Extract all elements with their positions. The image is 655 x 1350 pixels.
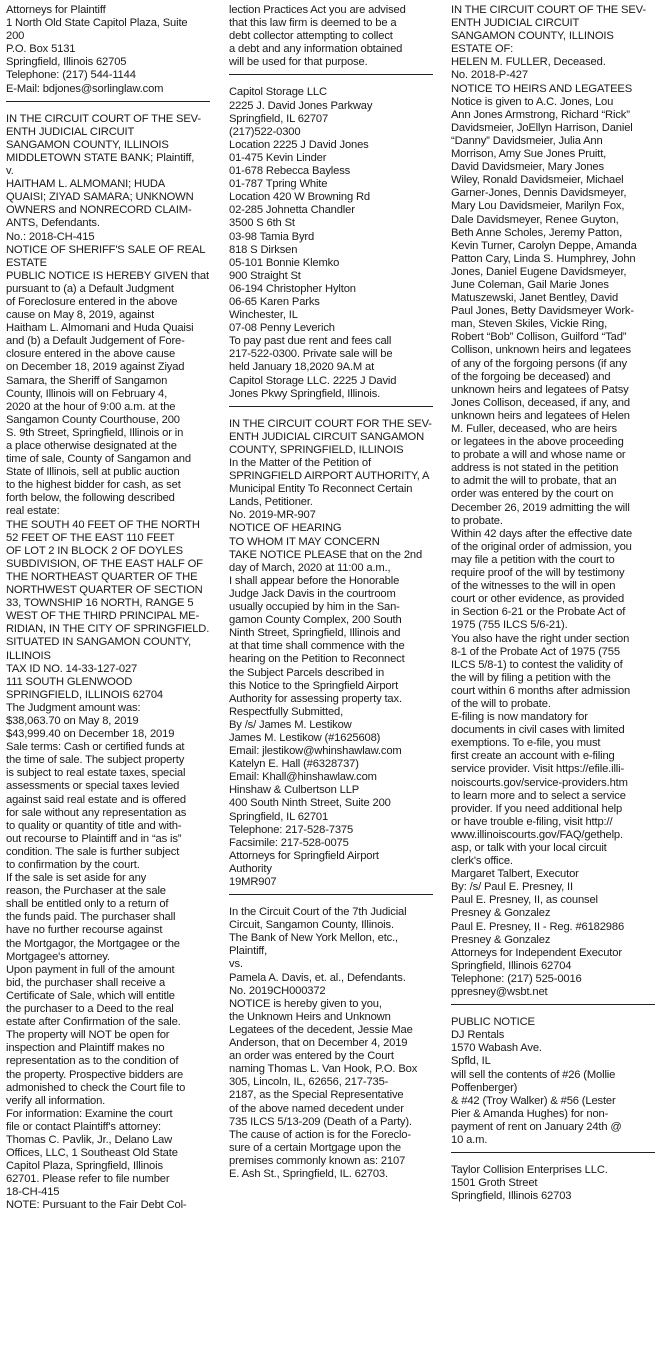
- notice-text-line: NOTICE OF SHERIFF'S SALE OF REAL: [6, 243, 206, 256]
- notice-text-line: Hinshaw & Culbertson LLP: [229, 784, 360, 797]
- notice-text-line: Beth Anne Scholes, Jeremy Patton,: [451, 226, 623, 239]
- notice-text-line: Haitham L. Almomani and Huda Quaisi: [6, 322, 194, 335]
- notice-text-line: Jones Pkwy Springfield, Illinois.: [229, 387, 381, 400]
- notice-text-line: ENTH JUDICIAL CIRCUIT: [451, 17, 580, 30]
- notice-text-line: Sale terms: Cash or certified funds at: [6, 741, 185, 754]
- notice-text-line: premises commonly known as: 2107: [229, 1154, 406, 1167]
- legal-notice-1-2: [6, 113, 210, 1213]
- notice-text-line: debt collector attempting to collect: [229, 30, 393, 43]
- notice-text-line: day of March, 2020 at 11:00 a.m.,: [229, 561, 391, 574]
- notice-text-line: 8-1 of the Probate Act of 1975 (755: [451, 645, 620, 658]
- notice-text-line: to the highest bidder for cash, as set: [6, 479, 181, 492]
- notice-text-line: Attorneys for Plaintiff: [6, 4, 106, 16]
- notice-text-line: in Section 6-21 or the Probate Act of: [451, 606, 626, 619]
- notice-text-line: man, Steven Skiles, Vickie Ring,: [451, 318, 608, 331]
- notice-text-line: bid, the purchaser shall receive a: [6, 976, 166, 989]
- notice-text-line: to probate.: [451, 514, 503, 527]
- notice-text-line: the funds paid. The purchaser shall: [6, 911, 176, 924]
- notice-text-line: Samara, the Sheriff of Sangamon: [6, 374, 168, 387]
- notice-text-line: Springfield, IL 62701: [229, 810, 329, 823]
- notice-text-line: The property will NOT be open for: [6, 1029, 170, 1042]
- notice-text-line: Respectfully Submitted,: [229, 705, 344, 718]
- notice-text-line: David Davidsmeier, Mary Jones: [451, 161, 604, 174]
- notice-text-line: 2020 at the hour of 9:00 a.m. at the: [6, 400, 176, 413]
- notice-text-line: TAX ID NO. 14-33-127-027: [6, 662, 138, 675]
- notice-text-line: to quality or quantity of title and with-: [6, 819, 182, 832]
- notice-text-line: held January 18,2020 9A.M at: [229, 361, 375, 374]
- notice-text-line: 18-CH-415: [6, 1186, 60, 1199]
- notice-text-line: Morrison, Amy Sue Jones Pruitt,: [451, 148, 607, 161]
- notice-text-line: ESTATE: [6, 256, 47, 269]
- notice-text-line: Collison, unknown heirs and legatees: [451, 344, 631, 357]
- notice-text-line: M. Fuller, deceased, who are heirs: [451, 423, 617, 435]
- notice-text-line: Lands, Petitioner.: [229, 496, 313, 509]
- notice-text-line: County, Illinois will on February 4,: [6, 387, 168, 400]
- notice-text-line: naming Thomas L. Van Hook, P.O. Box: [229, 1063, 418, 1076]
- notice-text-line: have no further recourse against: [6, 924, 163, 937]
- notice-text-line: QUAISI; ZIYAD SAMARA; UNKNOWN: [6, 191, 194, 204]
- notice-text-line: the purchaser to a Deed to the real: [6, 1003, 174, 1016]
- notice-text-line: Mary Lou Davidsmeier, Marilyn Fox,: [451, 200, 625, 213]
- notice-text-line: the Subject Parcels described in: [229, 666, 385, 679]
- notice-text-line: 900 Straight St: [229, 269, 301, 282]
- notice-text-line: The Judgment amount was:: [6, 701, 141, 714]
- notice-text-line: Thomas C. Pavlik, Jr., Delano Law: [6, 1133, 173, 1146]
- notice-text-line: court within 6 months after admission: [451, 684, 631, 697]
- notice-text-line: order was entered by the court on: [451, 488, 614, 501]
- notice-text-line: Certificate of Sale, which will entitle: [6, 989, 175, 1002]
- notice-text-line: Winchester, IL: [229, 309, 298, 322]
- notice-divider: [229, 406, 433, 407]
- notice-text-line: No. 2018-P-427: [451, 69, 528, 82]
- notice-text-line: SANGAMON COUNTY, ILLINOIS: [451, 30, 614, 43]
- notice-text-line: of the above named decedent under: [229, 1102, 404, 1115]
- notice-text-line: vs.: [229, 958, 243, 971]
- notice-text-line: 01-678 Rebecca Bayless: [229, 165, 351, 178]
- notice-text-line: E-filing is now mandatory for: [451, 711, 588, 724]
- legal-notice-2-3: [229, 418, 433, 889]
- notice-text-line: 1 North Old State Capitol Plaza, Suite: [6, 17, 188, 30]
- notice-text-line: condition. The sale is further subject: [6, 845, 180, 858]
- notice-text-line: 03-98 Tamia Byrd: [229, 230, 315, 243]
- notice-text-line: court or other evidence, as provided: [451, 593, 625, 606]
- notice-text-line: The Bank of New York Mellon, etc.,: [229, 932, 399, 945]
- notice-text-line: or have trouble e-filing, visit http://: [451, 815, 613, 828]
- notice-text-line: Matuszewski, Janet Bentley, David: [451, 292, 619, 305]
- notice-text-line: HAITHAM L. ALMOMANI; HUDA: [6, 178, 166, 191]
- notice-text-line: Email: Khall@hinshawlaw.com: [229, 771, 377, 784]
- notice-text-line: RIDIAN, IN THE CITY OF SPRINGFIELD.: [6, 623, 210, 636]
- notice-text-line: Springfield, Illinois 62705: [6, 56, 127, 69]
- notice-text-line: 06-65 Karen Parks: [229, 295, 320, 308]
- notice-text-line: 62701. Please refer to file number: [6, 1173, 170, 1186]
- notice-text-line: 10 a.m.: [451, 1133, 488, 1146]
- notice-text-line: 01-475 Kevin Linder: [229, 151, 327, 164]
- notice-divider: [451, 1004, 655, 1005]
- notice-text-line: Upon payment in full of the amount: [6, 963, 175, 976]
- notice-text-line: Jones Collison, deceased, if any, and: [451, 396, 630, 409]
- notice-text-line: of the witnesses to the will in open: [451, 580, 616, 593]
- notice-text-line: 217-522-0300. Private sale will be: [229, 348, 393, 361]
- notice-text-line: 05-101 Bonnie Klemko: [229, 256, 340, 269]
- notice-text-line: Spfld, IL: [451, 1055, 491, 1068]
- notice-text-line: is subject to real estate taxes, special: [6, 767, 186, 780]
- notice-text-line: documents in civil cases with limited: [451, 724, 625, 737]
- column-3: [451, 4, 655, 1203]
- notice-text-line: 02-285 Johnetta Chandler: [229, 204, 355, 217]
- notice-text-line: IN THE CIRCUIT COURT OF THE SEV-: [6, 112, 201, 125]
- notice-text-line: unknown heirs and legatees of Helen: [451, 409, 630, 422]
- notice-text-line: Patton Cary, Linda S. Humphrey, John: [451, 252, 636, 265]
- notice-text-line: 2225 J. David Jones Parkway: [229, 99, 373, 112]
- notice-text-line: 1975 (755 ILCS 5/6-21).: [451, 619, 568, 632]
- notice-text-line: 735 ILCS 5/13-209 (Death of a Party).: [229, 1115, 412, 1128]
- notice-text-line: noiscourts.gov/service-providers.htm: [451, 776, 628, 789]
- notice-text-line: 305, Lincoln, IL, 62656, 217-735-: [229, 1076, 389, 1089]
- notice-text-line: to probate a will and whose name or: [451, 449, 626, 462]
- legal-notice-2-1: [229, 4, 433, 69]
- notice-text-line: Presney & Gonzalez: [451, 933, 551, 946]
- notice-text-line: OWNERS and NONRECORD CLAIM-: [6, 204, 192, 217]
- notice-text-line: State of Illinois, sell at public auction: [6, 466, 180, 479]
- notice-text-line: December 26, 2019 admitting the will: [451, 501, 630, 514]
- notice-text-line: lection Practices Act you are advised: [229, 4, 406, 16]
- notice-text-line: DJ Rentals: [451, 1029, 505, 1042]
- notice-text-line: ILLINOIS: [6, 649, 51, 662]
- notice-text-line: of any of the forgoing persons (if any: [451, 357, 627, 370]
- notice-text-line: By: /s/ Paul E. Presney, II: [451, 881, 573, 894]
- notice-text-line: Authority: [229, 862, 272, 875]
- notice-text-line: 33, TOWNSHIP 16 NORTH, RANGE 5: [6, 597, 194, 610]
- notice-text-line: payment of rent on January 24th @: [451, 1120, 622, 1133]
- notice-text-line: Pamela A. Davis, et. al., Defendants.: [229, 971, 406, 984]
- notice-text-line: forth below, the following described: [6, 492, 175, 505]
- notice-text-line: to learn more and to select a service: [451, 789, 626, 802]
- notice-text-line: the property. Prospective bidders are: [6, 1068, 184, 1081]
- notice-text-line: HELEN M. FULLER, Deceased.: [451, 56, 606, 69]
- notice-text-line: Kevin Turner, Carolyn Deppe, Amanda: [451, 239, 637, 252]
- legal-notice-2-4: [229, 906, 433, 1181]
- notice-text-line: estate after Confirmation of the sale.: [6, 1016, 181, 1029]
- notice-text-line: gamon County Complex, 200 South: [229, 614, 402, 627]
- notice-text-line: Location 2225 J David Jones: [229, 138, 369, 151]
- notice-divider: [229, 74, 433, 75]
- notice-text-line: OF LOT 2 IN BLOCK 2 OF DOYLES: [6, 544, 183, 557]
- notice-text-line: Sangamon County Courthouse, 200: [6, 413, 180, 426]
- notice-text-line: ANTS, Defendants.: [6, 217, 100, 230]
- notice-text-line: Jones, Daniel Eugene Davidsmeyer,: [451, 265, 627, 278]
- notice-text-line: 2187, as the Special Representative: [229, 1089, 404, 1102]
- notice-text-line: Notice is given to A.C. Jones, Lou: [451, 95, 614, 108]
- notice-text-line: to admit the will to probate, that an: [451, 475, 617, 488]
- notice-text-line: for sale without any representation as: [6, 806, 187, 819]
- notice-text-line: “Danny” Davidsmeier, Julia Ann: [451, 134, 603, 147]
- notice-text-line: Paul Jones, Betty Davidsmeyer Work-: [451, 305, 634, 318]
- legal-notice-1-1: [6, 4, 210, 96]
- notice-text-line: against said real estate and is offered: [6, 793, 186, 806]
- notice-text-line: 06-194 Christopher Hylton: [229, 282, 356, 295]
- notice-text-line: or legatees in the above proceeding: [451, 436, 624, 449]
- notice-text-line: require proof of the will by testimony: [451, 567, 625, 580]
- notice-text-line: representation as to the condition of: [6, 1055, 179, 1068]
- notice-text-line: & #42 (Troy Walker) & #56 (Lester: [451, 1094, 616, 1107]
- notice-text-line: Authority for assessing property tax.: [229, 692, 402, 705]
- notice-text-line: may file a petition with the court to: [451, 553, 615, 566]
- notice-text-line: The cause of action is for the Foreclo-: [229, 1128, 411, 1141]
- notice-text-line: S. 9th Street, Springfield, Illinois or in: [6, 426, 184, 439]
- notice-text-line: real estate:: [6, 505, 60, 518]
- notice-text-line: Presney & Gonzalez: [451, 907, 551, 920]
- notice-text-line: cause on May 8, 2019, against: [6, 309, 155, 322]
- notice-text-line: ESTATE OF:: [451, 43, 514, 56]
- notice-divider: [451, 1152, 655, 1153]
- notice-text-line: v.: [6, 165, 14, 178]
- notice-text-line: Municipal Entity To Reconnect Certain: [229, 483, 413, 496]
- notice-text-line: Anderson, that on December 4, 2019: [229, 1037, 408, 1050]
- notice-text-line: Springfield, Illinois 62703: [451, 1190, 572, 1203]
- notice-divider: [229, 894, 433, 895]
- notice-text-line: shall be entitled only to a return of: [6, 898, 169, 911]
- notice-text-line: pursuant to (a) a Default Judgment: [6, 282, 174, 295]
- notice-text-line: Facsimile: 217-528-0075: [229, 836, 349, 849]
- notice-text-line: If the sale is set aside for any: [6, 872, 147, 885]
- notice-text-line: Ann Jones Armstrong, Richard “Rick”: [451, 108, 630, 121]
- notice-text-line: THE SOUTH 40 FEET OF THE NORTH: [6, 518, 200, 531]
- notice-text-line: To pay past due rent and fees call: [229, 335, 392, 348]
- notice-text-line: an order was entered by the Court: [229, 1050, 394, 1063]
- notice-text-line: inspection and Plaintiff makes no: [6, 1042, 165, 1055]
- notice-text-line: P.O. Box 5131: [6, 43, 76, 56]
- notice-text-line: Telephone: 217-528-7375: [229, 823, 354, 836]
- notice-text-line: of the original order of admission, you: [451, 540, 632, 553]
- notice-text-line: Margaret Talbert, Executor: [451, 868, 579, 881]
- column-1: [6, 4, 210, 1213]
- notice-text-line: SANGAMON COUNTY, ILLINOIS: [6, 138, 169, 151]
- notice-text-line: NOTICE is hereby given to you,: [229, 997, 382, 1010]
- notice-text-line: exemptions. To e-file, you must: [451, 737, 601, 750]
- notice-text-line: 400 South Ninth Street, Suite 200: [229, 797, 391, 810]
- notice-text-line: this Notice to the Springfield Airport: [229, 679, 399, 692]
- notice-text-line: Taylor Collision Enterprises LLC.: [451, 1164, 608, 1177]
- notice-text-line: time of sale, County of Sangamon and: [6, 453, 191, 466]
- notice-text-line: PUBLIC NOTICE: [451, 1016, 535, 1029]
- notice-text-line: Paul E. Presney, II - Reg. #6182986: [451, 920, 625, 933]
- notice-text-line: SITUATED IN SANGAMON COUNTY,: [6, 636, 191, 649]
- notice-text-line: Garner-Jones, Dennis Davidsmeyer,: [451, 187, 627, 200]
- notice-text-line: Attorneys for Independent Executor: [451, 946, 622, 959]
- notice-text-line: Attorneys for Springfield Airport: [229, 849, 379, 862]
- notice-text-line: Ninth Street, Springfield, Illinois and: [229, 627, 401, 640]
- notice-text-line: In the Circuit Court of the 7th Judicial: [229, 906, 407, 919]
- notice-text-line: No.: 2018-CH-415: [6, 230, 95, 243]
- notice-text-line: Dale Davidsmeyer, Renee Guyton,: [451, 213, 619, 226]
- notice-text-line: 1570 Wabash Ave.: [451, 1042, 542, 1055]
- notice-text-line: the Unknown Heirs and Unknown: [229, 1010, 391, 1023]
- notice-text-line: Telephone: (217) 544-1144: [6, 69, 136, 82]
- notice-text-line: PUBLIC NOTICE IS HEREBY GIVEN that: [6, 269, 209, 282]
- notice-text-line: Capitol Storage LLC. 2225 J David: [229, 374, 397, 387]
- notice-text-line: (217)522-0300: [229, 125, 301, 138]
- notice-text-line: 111 SOUTH GLENWOOD: [6, 675, 133, 688]
- notice-text-line: address is not stated in the petition: [451, 462, 619, 475]
- notice-text-line: $38,063.70 on May 8, 2019: [6, 714, 139, 727]
- notice-text-line: on December 18, 2019 against Ziyad: [6, 361, 185, 374]
- notice-text-line: No. 2019-MR-907: [229, 509, 316, 522]
- notice-text-line: Capitol Plaza, Springfield, Illinois: [6, 1160, 163, 1173]
- notice-text-line: Poffenberger): [451, 1081, 518, 1094]
- notice-text-line: asp, or talk with your local circuit: [451, 842, 607, 854]
- notice-text-line: unknown heirs and legatees of Patsy: [451, 383, 629, 396]
- notice-text-line: E-Mail: bdjones@sorlinglaw.com: [6, 82, 164, 95]
- notice-text-line: IN THE CIRCUIT COURT FOR THE SEV-: [229, 417, 432, 430]
- notice-text-line: Email: jlestikow@whinshawlaw.com: [229, 745, 402, 758]
- notice-text-line: TAKE NOTICE PLEASE that on the 2nd: [229, 548, 423, 561]
- notice-text-line: Wiley, Ronald Davidsmeier, Michael: [451, 174, 624, 187]
- notice-text-line: closure entered in the above cause: [6, 348, 176, 361]
- notice-text-line: Circuit, Sangamon County, Illinois.: [229, 919, 394, 932]
- notice-text-line: Offices, LLC, 1 Southeast Old State: [6, 1147, 178, 1160]
- notice-text-line: a place otherwise designated at the: [6, 440, 177, 452]
- notice-text-line: Robert “Bob” Collison, Guilford “Tad”: [451, 331, 627, 344]
- notice-text-line: In the Matter of the Petition of: [229, 457, 371, 469]
- notice-text-line: reason, the Purchaser at the sale: [6, 885, 166, 898]
- notice-text-line: Judge Jack Davis in the courtroom: [229, 587, 396, 600]
- notice-text-line: IN THE CIRCUIT COURT OF THE SEV-: [451, 4, 646, 16]
- notice-text-line: I shall appear before the Honorable: [229, 574, 400, 587]
- notice-text-line: NOTICE TO HEIRS AND LEGATEES: [451, 82, 633, 95]
- notice-text-line: file or contact Plaintiff's attorney:: [6, 1120, 161, 1133]
- notice-text-line: TO WHOM IT MAY CONCERN: [229, 535, 380, 548]
- notice-text-line: Location 420 W Browning Rd: [229, 191, 370, 204]
- legal-notice-3-2: [451, 1016, 655, 1147]
- notice-text-line: E. Ash St., Springfield, IL. 62703.: [229, 1167, 388, 1180]
- notice-text-line: MIDDLETOWN STATE BANK; Plaintiff,: [6, 151, 195, 164]
- notice-text-line: For information: Examine the court: [6, 1107, 173, 1120]
- notice-text-line: service provider. Visit https://efile.illi-: [451, 763, 625, 776]
- notice-text-line: THE NORTHEAST QUARTER OF THE: [6, 570, 198, 583]
- notice-text-line: ppresney@wsbt.net: [451, 986, 548, 999]
- notice-text-line: 3500 S 6th St: [229, 217, 295, 230]
- notice-text-line: sure of a certain Mortgage upon the: [229, 1141, 401, 1154]
- notice-text-line: Davidsmeier, JoEllyn Harrison, Daniel: [451, 121, 633, 134]
- notice-text-line: Telephone: (217) 525-0016: [451, 972, 582, 985]
- notice-text-line: Springfield, Illinois 62704: [451, 959, 572, 972]
- notice-text-line: Paul E. Presney, II, as counsel: [451, 894, 598, 907]
- notice-text-line: will sell the contents of #26 (Mollie: [451, 1068, 616, 1081]
- notice-text-line: admonished to check the Court file to: [6, 1081, 186, 1094]
- notice-text-line: Within 42 days after the effective date: [451, 527, 633, 540]
- notice-text-line: $43,999.40 on December 18, 2019: [6, 728, 175, 741]
- notice-text-line: COUNTY, SPRINGFIELD, ILLINOIS: [229, 443, 404, 456]
- notice-text-line: of the forgoing be deceased) and: [451, 370, 611, 383]
- notice-text-line: clerk's office.: [451, 855, 513, 868]
- notice-text-line: Mortgagee's attorney.: [6, 950, 110, 963]
- notice-text-line: Legatees of the decedent, Jessie Mae: [229, 1023, 413, 1036]
- notice-text-line: 1501 Groth Street: [451, 1177, 538, 1190]
- notice-text-line: of Foreclosure entered in the above: [6, 295, 178, 308]
- notice-text-line: that this law firm is deemed to be a: [229, 17, 397, 30]
- notice-text-line: Plaintiff,: [229, 945, 268, 958]
- notice-text-line: You also have the right under section: [451, 632, 630, 645]
- notice-text-line: Katelyn E. Hall (#6328737): [229, 758, 359, 771]
- notice-text-line: 07-08 Penny Leverich: [229, 322, 335, 335]
- notice-text-line: ENTH JUDICIAL CIRCUIT SANGAMON: [229, 430, 425, 443]
- legal-notice-3-3: [451, 1164, 655, 1203]
- notice-text-line: usually occupied by him in the San-: [229, 601, 400, 614]
- notice-text-line: 52 FEET OF THE EAST 110 FEET: [6, 531, 175, 544]
- notice-text-line: 200: [6, 30, 25, 43]
- notice-text-line: and (b) a Default Judgement of Fore-: [6, 335, 185, 348]
- notice-text-line: assessments or special taxes levied: [6, 780, 180, 793]
- notice-text-line: provider. If you need additional help: [451, 802, 623, 815]
- column-2: [229, 4, 433, 1181]
- notice-text-line: SPRINGFIELD, ILLINOIS 62704: [6, 688, 163, 701]
- notice-text-line: James M. Lestikow (#1625608): [229, 731, 381, 744]
- legal-notice-2-2: [229, 86, 433, 400]
- notice-text-line: first create an account with e-filing: [451, 750, 615, 763]
- notice-text-line: will be used for that purpose.: [229, 56, 368, 69]
- notice-text-line: 818 S Dirksen: [229, 243, 298, 256]
- notice-text-line: SUBDIVISION, OF THE EAST HALF OF: [6, 557, 203, 570]
- notice-text-line: www.illinoiscourts.gov/FAQ/gethelp.: [451, 828, 623, 841]
- notice-text-line: NOTICE OF HEARING: [229, 522, 342, 535]
- notice-text-line: June Coleman, Gail Marie Jones: [451, 278, 609, 291]
- notice-text-line: a debt and any information obtained: [229, 43, 403, 56]
- notice-text-line: at that time shall commence with the: [229, 640, 405, 653]
- notice-text-line: WEST OF THE THIRD PRINCIPAL ME-: [6, 610, 200, 623]
- notice-text-line: NOTE: Pursuant to the Fair Debt Col-: [6, 1199, 187, 1212]
- notice-text-line: the time of sale. The subject property: [6, 754, 185, 767]
- notice-text-line: SPRINGFIELD AIRPORT AUTHORITY, A: [229, 470, 430, 483]
- notice-text-line: By /s/ James M. Lestikow: [229, 718, 352, 731]
- notice-text-line: Capitol Storage LLC: [229, 86, 327, 99]
- notice-text-line: 01-787 Tpring White: [229, 178, 328, 191]
- notice-text-line: to confirmation by the court.: [6, 859, 140, 871]
- notice-text-line: the Mortgagor, the Mortgagee or the: [6, 937, 180, 950]
- notice-text-line: verify all information.: [6, 1094, 106, 1107]
- notice-text-line: 19MR907: [229, 876, 277, 888]
- notice-text-line: hearing on the Petition to Reconnect: [229, 653, 405, 666]
- notice-text-line: NORTHWEST QUARTER OF SECTION: [6, 584, 203, 597]
- legal-notice-3-1: [451, 4, 655, 999]
- notice-text-line: Pier & Amanda Hughes) for non-: [451, 1107, 609, 1120]
- notice-text-line: No. 2019CH000372: [229, 984, 326, 997]
- notice-text-line: ENTH JUDICIAL CIRCUIT: [6, 125, 135, 138]
- notice-text-line: Springfield, IL 62707: [229, 112, 329, 125]
- notice-text-line: out recourse to Plaintiff and in “as is”: [6, 832, 182, 845]
- notice-text-line: the will by filing a petition with the: [451, 671, 611, 684]
- notice-text-line: ILCS 5/8-1) to contest the validity of: [451, 658, 623, 671]
- notice-divider: [6, 101, 210, 102]
- notice-text-line: of the will to probate.: [451, 697, 551, 710]
